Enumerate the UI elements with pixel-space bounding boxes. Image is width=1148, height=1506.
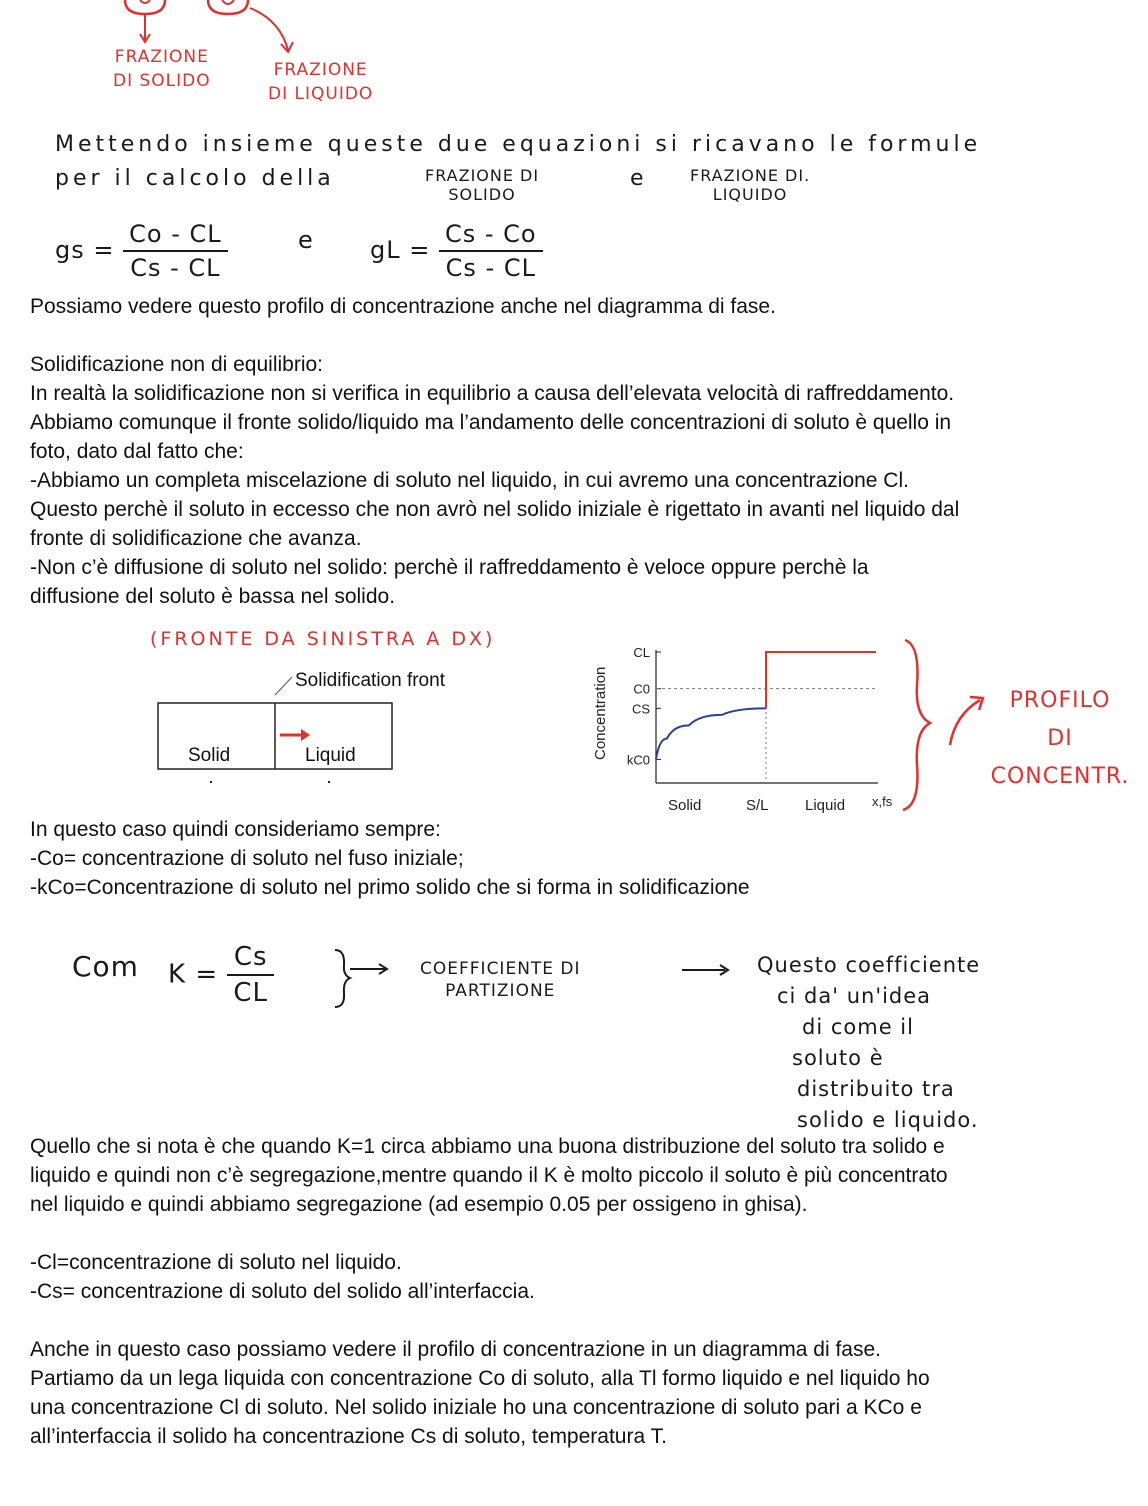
text-line: In questo caso quindi consideriamo sempre: (30, 818, 441, 841)
gs-fraction (123, 220, 228, 282)
handwritten-intro-liquid: FRAZIONE DI. LIQUIDO (690, 166, 811, 204)
section-consider (30, 815, 1130, 902)
text-line: -Cl=concentrazione di soluto nel liquido. (30, 1251, 402, 1274)
section-defs (30, 1248, 1130, 1306)
profile-note: PROFILO DI CONCENTR. (990, 688, 1130, 789)
text-line: all’interfaccia il solido ha concentrazione Cs di soluto, temperatura T. (30, 1425, 667, 1448)
k-numerator: Cs (227, 942, 274, 976)
partition-formula (168, 942, 274, 1008)
series-liquid (766, 652, 876, 708)
text-line: una concentrazione Cl di soluto. Nel solido iniziale ho una concentrazione di soluto pari a KCo e (30, 1396, 922, 1419)
gl-fraction (439, 220, 543, 282)
y-axis-label: Concentration (592, 666, 609, 760)
gs-lhs: gs = (55, 236, 115, 264)
text-line: -kCo=Concentrazione di soluto nel primo solido che si forma in solidificazione (30, 876, 750, 899)
gl-numerator: Cs - Co (439, 220, 543, 252)
gs-denominator: Cs - CL (130, 254, 221, 282)
x-region-sl: S/L (746, 797, 769, 814)
text-line: -Cs= concentrazione di soluto del solido all’interfaccia. (30, 1280, 535, 1303)
k-eq: K = (168, 959, 219, 990)
partition-brace-arrow (330, 945, 410, 1015)
y-tick-label: kC0 (626, 752, 650, 768)
formula-and: e (298, 226, 314, 254)
handwritten-intro-and: e (630, 166, 645, 191)
series-solid (656, 708, 766, 759)
text-line: In realtà la solidificazione non si verifica in equilibrio a causa dell’elevata velocità di raffreddamento. (30, 382, 955, 405)
x-region-solid: Solid (668, 797, 702, 814)
front-direction-note: (FRONTE DA SINISTRA A DX) (150, 628, 496, 650)
partition-com: Com (72, 950, 139, 983)
y-tick-label: C0 (633, 681, 650, 697)
text-line: -Co= concentrazione di soluto nel fuso iniziale; (30, 847, 464, 870)
handwritten-intro-line1: Mettendo insieme queste due equazioni si ricavano le formule (55, 132, 982, 157)
section-nonequilibrium (30, 350, 1130, 611)
section-heading: Solidificazione non di equilibrio: (30, 353, 324, 376)
liquid-fraction-label: FRAZIONE DI LIQUIDO (268, 60, 374, 104)
x-axis-label: x,fs (872, 794, 893, 809)
solid-label: Solid (188, 745, 231, 766)
text-line: Quello che si nota è che quando K=1 circa abbiamo una buona distribuzione del soluto tra solido e (30, 1135, 945, 1158)
text-line: foto, dato dal fatto che: (30, 440, 244, 463)
handwritten-intro-line2a: per il calcolo della (55, 166, 335, 191)
partition-label: COEFFICIENTE DI PARTIZIONE (420, 959, 581, 1001)
x-region-liquid: Liquid (805, 797, 846, 814)
gl-denominator: Cs - CL (445, 254, 536, 282)
text-line: -Abbiamo un completa miscelazione di soluto nel liquido, in cui avremo una concentrazione Cl. (30, 469, 909, 492)
k-denominator: CL (233, 978, 269, 1008)
text-line: nel liquido e quindi abbiamo segregazione (ad esempio 0.05 per ossigeno in ghisa). (30, 1193, 808, 1216)
section-final (30, 1335, 1130, 1451)
text-line: Abbiamo comunque il fronte solido/liquido ma l’andamento delle concentrazioni di soluto è quello in (30, 411, 952, 434)
liquid-label: Liquid (305, 745, 356, 766)
solid-fraction-label: FRAZIONE DI SOLIDO (113, 47, 211, 91)
text-line: fronte di solidificazione che avanza. (30, 527, 362, 550)
partition-note: Questo coefficiente ci da' un'idea di come il soluto è distribuito tra solido e liquido. (757, 953, 981, 1132)
text-line: Partiamo da un lega liquida con concentrazione Co di soluto, alla Tl formo liquido e nel liquido ho (30, 1367, 930, 1390)
text-line: -Non c’è diffusione di soluto nel solido: perchè il raffreddamento è veloce oppure perchè la (30, 556, 869, 579)
handwritten-intro-solid: FRAZIONE DI SOLIDO (425, 166, 540, 204)
text-line: diffusione del soluto è bassa nel solido. (30, 585, 396, 608)
concentration-chart (588, 640, 908, 820)
formula-gs (55, 220, 228, 282)
text-line: Anche in questo caso possiamo vedere il profilo di concentrazione in un diagramma di fase. (30, 1338, 881, 1361)
text-line: Questo perchè il soluto in eccesso che non avrò nel solido iniziale è rigettato in avanti nel liquido dal (30, 498, 960, 521)
k-fraction (227, 942, 274, 1008)
formula-gl (370, 220, 543, 282)
gl-lhs: gL = (370, 236, 431, 264)
solidification-front-label: Solidification front (295, 670, 445, 691)
para-profile: Possiamo vedere questo profilo di concentrazione anche nel diagramma di fase. (30, 295, 776, 318)
y-tick-label: CS (631, 701, 650, 717)
partition-arrow (680, 960, 740, 980)
y-tick-label: CL (633, 645, 650, 660)
text-line: liquido e quindi non c’è segregazione,mentre quando il K è molto piccolo il soluto è più concentrato (30, 1164, 948, 1187)
gs-numerator: Co - CL (123, 220, 228, 252)
section-k (30, 1132, 1130, 1219)
